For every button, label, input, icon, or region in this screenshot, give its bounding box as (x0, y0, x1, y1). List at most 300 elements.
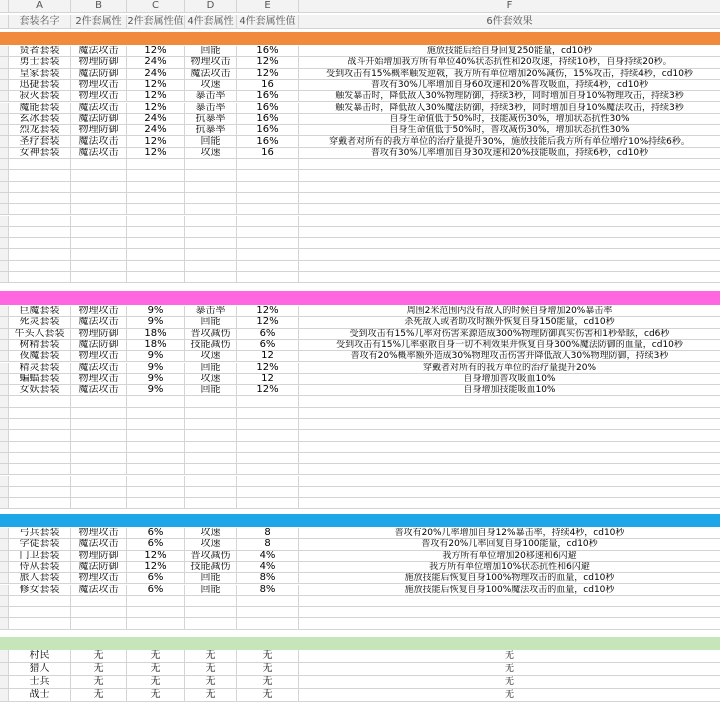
cell[interactable]: 暴击率 (185, 91, 237, 102)
row-header-cell[interactable] (0, 69, 9, 80)
cell[interactable]: 12% (237, 317, 299, 328)
row-header-cell[interactable] (0, 430, 9, 441)
cell[interactable] (71, 216, 127, 227)
cell[interactable]: 回能 (185, 585, 237, 596)
row-header-cell[interactable] (0, 408, 9, 419)
cell[interactable] (299, 430, 720, 441)
cell[interactable]: 烈龙套装 (9, 125, 71, 136)
row-header-cell[interactable] (0, 676, 9, 689)
cell[interactable] (299, 618, 720, 629)
cell[interactable]: 皇家套装 (9, 69, 71, 80)
cell[interactable] (9, 607, 71, 618)
cell[interactable] (9, 442, 71, 453)
cell[interactable]: 16% (237, 136, 299, 147)
row-header-cell[interactable] (0, 453, 9, 464)
row-header-cell[interactable] (0, 487, 9, 498)
row-header-cell[interactable] (0, 91, 9, 102)
cell[interactable] (185, 193, 237, 204)
cell[interactable] (299, 396, 720, 407)
cell[interactable] (185, 476, 237, 487)
cell[interactable]: 无 (71, 663, 127, 676)
cell[interactable]: 无 (299, 663, 720, 676)
cell[interactable] (185, 618, 237, 629)
row-header-cell[interactable] (0, 618, 9, 629)
cell[interactable]: 16% (237, 114, 299, 125)
cell[interactable]: 巨魔套装 (9, 306, 71, 317)
cell[interactable] (185, 396, 237, 407)
cell[interactable]: 无 (237, 676, 299, 689)
cell[interactable] (237, 238, 299, 249)
cell[interactable] (185, 596, 237, 607)
cell[interactable] (299, 476, 720, 487)
cell[interactable] (127, 249, 185, 260)
cell[interactable] (299, 261, 720, 272)
cell[interactable]: 杀死敌人或者助攻时额外恢复自身150能量，cd10秒 (299, 317, 720, 328)
cell[interactable]: 施放技能后恢复自身100%魔法攻击的血量，cd10秒 (299, 585, 720, 596)
cell[interactable]: 魔法防御 (71, 562, 127, 573)
cell[interactable] (71, 453, 127, 464)
cell[interactable] (185, 607, 237, 618)
cell[interactable]: 12% (127, 103, 185, 114)
cell[interactable] (71, 227, 127, 238)
row-header-cell[interactable] (0, 148, 9, 159)
row-header-cell[interactable] (0, 374, 9, 385)
cell[interactable]: 12% (237, 363, 299, 374)
cell[interactable] (71, 419, 127, 430)
cell[interactable]: 魔法攻击 (71, 585, 127, 596)
cell[interactable] (71, 193, 127, 204)
cell[interactable] (127, 596, 185, 607)
cell[interactable]: 12% (127, 46, 185, 57)
cell[interactable]: 攻速 (185, 528, 237, 539)
cell[interactable]: 8% (237, 573, 299, 584)
row-header-cell[interactable] (0, 663, 9, 676)
cell[interactable]: 8 (237, 539, 299, 550)
cell[interactable] (185, 261, 237, 272)
cell[interactable] (127, 442, 185, 453)
cell[interactable] (9, 193, 71, 204)
row-header-cell[interactable] (0, 159, 9, 170)
cell[interactable]: 物理攻击 (71, 528, 127, 539)
cell[interactable]: 树精套装 (9, 340, 71, 351)
cell[interactable] (237, 216, 299, 227)
cell[interactable] (9, 476, 71, 487)
cell[interactable] (237, 159, 299, 170)
cell[interactable]: 9% (127, 306, 185, 317)
cell[interactable]: 回能 (185, 385, 237, 396)
cell[interactable] (237, 498, 299, 509)
cell[interactable] (237, 607, 299, 618)
row-header-cell[interactable] (0, 419, 9, 430)
cell[interactable] (127, 238, 185, 249)
cell[interactable] (237, 618, 299, 629)
cell[interactable] (185, 249, 237, 260)
cell[interactable] (185, 182, 237, 193)
cell[interactable]: 施放技能后恢复自身100%物理攻击的血量，cd10秒 (299, 573, 720, 584)
cell[interactable]: 无 (237, 663, 299, 676)
cell[interactable] (237, 170, 299, 181)
row-header-cell[interactable] (0, 607, 9, 618)
cell[interactable]: 无 (237, 650, 299, 663)
cell[interactable]: 12% (127, 562, 185, 573)
row-header-cell[interactable] (0, 385, 9, 396)
cell[interactable] (9, 396, 71, 407)
cell[interactable]: 12% (237, 69, 299, 80)
cell[interactable]: 18% (127, 340, 185, 351)
cell[interactable]: 触发暴击时，降低敌人30%物理防御，持续3秒，同时增加自身10%物理攻击，持续3秒 (299, 91, 720, 102)
cell[interactable] (299, 408, 720, 419)
cell[interactable] (185, 442, 237, 453)
cell[interactable]: 魔法防御 (71, 114, 127, 125)
cell[interactable]: 24% (127, 69, 185, 80)
cell[interactable] (185, 453, 237, 464)
cell[interactable]: 回能 (185, 46, 237, 57)
cell[interactable] (299, 596, 720, 607)
cell[interactable]: 16 (237, 148, 299, 159)
cell[interactable]: 精灵套装 (9, 363, 71, 374)
cell[interactable] (71, 607, 127, 618)
cell[interactable] (9, 216, 71, 227)
column-header-cell[interactable]: 套装名字 (9, 15, 71, 29)
cell[interactable] (127, 498, 185, 509)
cell[interactable] (127, 408, 185, 419)
cell[interactable]: 物理攻击 (71, 306, 127, 317)
cell[interactable]: 圣疗套装 (9, 136, 71, 147)
column-letter[interactable]: E (237, 0, 299, 13)
cell[interactable] (9, 227, 71, 238)
row-header-cell[interactable] (0, 193, 9, 204)
cell[interactable] (185, 238, 237, 249)
cell[interactable]: 魔能套装 (9, 103, 71, 114)
row-header-cell[interactable] (0, 136, 9, 147)
cell[interactable] (185, 419, 237, 430)
cell[interactable] (299, 216, 720, 227)
cell[interactable]: 12% (127, 80, 185, 91)
cell[interactable]: 女神套装 (9, 148, 71, 159)
cell[interactable] (237, 453, 299, 464)
cell[interactable]: 6% (237, 329, 299, 340)
cell[interactable]: 4% (237, 562, 299, 573)
cell[interactable] (185, 487, 237, 498)
cell[interactable]: 4% (237, 551, 299, 562)
cell[interactable] (299, 272, 720, 283)
cell[interactable]: 女妖套装 (9, 385, 71, 396)
cell[interactable]: 门卫套装 (9, 551, 71, 562)
cell[interactable] (9, 272, 71, 283)
cell[interactable] (127, 476, 185, 487)
cell[interactable] (127, 607, 185, 618)
cell[interactable] (237, 442, 299, 453)
cell[interactable] (237, 408, 299, 419)
row-header-cell[interactable] (0, 476, 9, 487)
cell[interactable]: 旅人套装 (9, 573, 71, 584)
cell[interactable] (71, 596, 127, 607)
row-header-cell[interactable] (0, 573, 9, 584)
cell[interactable] (299, 182, 720, 193)
cell[interactable]: 攻速 (185, 351, 237, 362)
cell[interactable]: 无 (185, 650, 237, 663)
cell[interactable] (237, 204, 299, 215)
cell[interactable]: 12 (237, 351, 299, 362)
cell[interactable]: 魔法攻击 (71, 317, 127, 328)
cell[interactable] (9, 170, 71, 181)
cell[interactable] (185, 272, 237, 283)
cell[interactable]: 无 (71, 676, 127, 689)
row-header-cell[interactable] (0, 227, 9, 238)
cell[interactable]: 无 (237, 689, 299, 702)
cell[interactable]: 侍从套装 (9, 562, 71, 573)
cell[interactable]: 无 (127, 689, 185, 702)
cell[interactable]: 受到攻击有15%几率驱散自身一切不利效果并恢复自身300%魔法防御的血量，cd10秒 (299, 340, 720, 351)
row-header-cell[interactable] (0, 551, 9, 562)
cell[interactable]: 9% (127, 351, 185, 362)
cell[interactable]: 9% (127, 385, 185, 396)
cell[interactable]: 我方所有单位增加10%状态抗性和6闪避 (299, 562, 720, 573)
row-header-cell[interactable] (0, 650, 9, 663)
row-header-cell[interactable] (0, 125, 9, 136)
cell[interactable]: 修女套装 (9, 585, 71, 596)
cell[interactable] (237, 227, 299, 238)
column-header-cell[interactable]: 6件套效果 (299, 15, 720, 29)
row-header-cell[interactable] (0, 498, 9, 509)
cell[interactable]: 攻速 (185, 148, 237, 159)
cell[interactable] (9, 408, 71, 419)
row-header-cell[interactable] (0, 15, 9, 29)
cell[interactable]: 12% (237, 57, 299, 68)
cell[interactable]: 蝙蝠套装 (9, 374, 71, 385)
cell[interactable]: 12% (127, 136, 185, 147)
cell[interactable]: 无 (299, 676, 720, 689)
cell[interactable]: 6% (127, 528, 185, 539)
cell[interactable] (9, 487, 71, 498)
cell[interactable] (299, 170, 720, 181)
row-header-cell[interactable] (0, 249, 9, 260)
cell[interactable]: 24% (127, 57, 185, 68)
row-header-cell[interactable] (0, 528, 9, 539)
cell[interactable]: 迅捷套装 (9, 80, 71, 91)
row-header-cell[interactable] (0, 216, 9, 227)
cell[interactable]: 18% (127, 329, 185, 340)
cell[interactable]: 无 (71, 650, 127, 663)
cell[interactable] (127, 216, 185, 227)
cell[interactable] (71, 464, 127, 475)
cell[interactable]: 我方所有单位增加20移速和6闪避 (299, 551, 720, 562)
cell[interactable] (237, 430, 299, 441)
cell[interactable]: 回能 (185, 136, 237, 147)
cell[interactable] (9, 596, 71, 607)
cell[interactable] (299, 498, 720, 509)
column-letter[interactable]: F (299, 0, 720, 13)
cell[interactable]: 无 (127, 676, 185, 689)
cell[interactable] (71, 204, 127, 215)
row-header-cell[interactable] (0, 80, 9, 91)
cell[interactable] (127, 419, 185, 430)
cell[interactable] (9, 453, 71, 464)
cell[interactable]: 普攻减伤 (185, 551, 237, 562)
row-header-cell[interactable] (0, 114, 9, 125)
row-header-cell[interactable] (0, 340, 9, 351)
cell[interactable]: 死灵套装 (9, 317, 71, 328)
cell[interactable] (185, 227, 237, 238)
cell[interactable] (185, 464, 237, 475)
cell[interactable]: 魔法攻击 (71, 385, 127, 396)
row-header-cell[interactable] (0, 204, 9, 215)
cell[interactable]: 魔法防御 (71, 69, 127, 80)
cell[interactable]: 魔法攻击 (185, 69, 237, 80)
row-header-cell[interactable] (0, 396, 9, 407)
cell[interactable]: 物理攻击 (71, 573, 127, 584)
cell[interactable] (127, 464, 185, 475)
cell[interactable]: 施放技能后给自身回复250能量，cd10秒 (299, 46, 720, 57)
cell[interactable]: 16% (237, 46, 299, 57)
cell[interactable]: 抗暴率 (185, 125, 237, 136)
cell[interactable] (71, 159, 127, 170)
row-header-cell[interactable] (0, 464, 9, 475)
cell[interactable] (9, 159, 71, 170)
cell[interactable]: 物理攻击 (71, 351, 127, 362)
cell[interactable]: 24% (127, 114, 185, 125)
cell[interactable] (185, 216, 237, 227)
column-letter[interactable]: C (127, 0, 185, 13)
cell[interactable] (71, 430, 127, 441)
cell[interactable]: 8% (237, 585, 299, 596)
cell[interactable]: 普攻有30%几率增加自身60攻速和20%普攻吸血，持续4秒，cd10秒 (299, 80, 720, 91)
cell[interactable]: 回能 (185, 317, 237, 328)
row-header-cell[interactable] (0, 238, 9, 249)
cell[interactable] (299, 193, 720, 204)
cell[interactable] (237, 419, 299, 430)
cell[interactable]: 攻速 (185, 80, 237, 91)
cell[interactable]: 普攻有20%概率额外造成30%物理攻击伤害并降低敌人30%物理防御，持续3秒 (299, 351, 720, 362)
cell[interactable]: 战士 (9, 689, 71, 702)
cell[interactable]: 士兵 (9, 676, 71, 689)
cell[interactable]: 自身增加技能吸血10% (299, 385, 720, 396)
cell[interactable] (299, 487, 720, 498)
cell[interactable]: 魔法攻击 (71, 539, 127, 550)
cell[interactable]: 16 (237, 80, 299, 91)
cell[interactable]: 无 (299, 689, 720, 702)
cell[interactable]: 物理攻击 (185, 57, 237, 68)
cell[interactable]: 无 (185, 689, 237, 702)
cell[interactable]: 自身生命值低于50%时，普攻减伤30%，增加状态抗性30% (299, 125, 720, 136)
cell[interactable]: 无 (185, 676, 237, 689)
cell[interactable]: 自身增加普攻吸血10% (299, 374, 720, 385)
row-header-cell[interactable] (0, 272, 9, 283)
cell[interactable] (237, 261, 299, 272)
cell[interactable] (237, 596, 299, 607)
cell[interactable] (237, 464, 299, 475)
cell[interactable]: 普攻减伤 (185, 329, 237, 340)
cell[interactable] (185, 170, 237, 181)
cell[interactable]: 16% (237, 103, 299, 114)
cell[interactable] (71, 261, 127, 272)
cell[interactable]: 物理防御 (71, 125, 127, 136)
cell[interactable] (299, 442, 720, 453)
cell[interactable]: 魔法攻击 (71, 136, 127, 147)
cell[interactable] (71, 396, 127, 407)
cell[interactable]: 物理防御 (71, 551, 127, 562)
row-header-cell[interactable] (0, 442, 9, 453)
cell[interactable]: 回能 (185, 573, 237, 584)
cell[interactable]: 6% (127, 585, 185, 596)
cell[interactable]: 16% (237, 125, 299, 136)
cell[interactable] (71, 476, 127, 487)
cell[interactable]: 12% (237, 385, 299, 396)
cell[interactable] (71, 442, 127, 453)
row-header-cell[interactable] (0, 562, 9, 573)
cell[interactable]: 魔法攻击 (71, 148, 127, 159)
cell[interactable]: 穿戴者对所有的我方单位的治疗量提升20% (299, 363, 720, 374)
cell[interactable]: 玄冰套装 (9, 114, 71, 125)
cell[interactable] (127, 618, 185, 629)
cell[interactable] (71, 408, 127, 419)
cell[interactable] (9, 464, 71, 475)
cell[interactable]: 12 (237, 374, 299, 385)
cell[interactable]: 抗暴率 (185, 114, 237, 125)
cell[interactable] (299, 419, 720, 430)
row-header-cell[interactable] (0, 306, 9, 317)
cell[interactable] (127, 159, 185, 170)
cell[interactable] (299, 204, 720, 215)
cell[interactable]: 普攻有20%几率增加自身12%暴击率，持续4秒，cd10秒 (299, 528, 720, 539)
cell[interactable]: 勇士套装 (9, 57, 71, 68)
cell[interactable] (9, 419, 71, 430)
cell[interactable] (237, 272, 299, 283)
cell[interactable]: 6% (237, 340, 299, 351)
row-header-cell[interactable] (0, 170, 9, 181)
row-header-cell[interactable] (0, 261, 9, 272)
cell[interactable] (9, 249, 71, 260)
cell[interactable] (299, 238, 720, 249)
cell[interactable]: 物理攻击 (71, 80, 127, 91)
row-header-cell[interactable] (0, 689, 9, 702)
cell[interactable] (237, 193, 299, 204)
cell[interactable]: 魔法攻击 (71, 363, 127, 374)
cell[interactable]: 9% (127, 363, 185, 374)
cell[interactable] (185, 159, 237, 170)
cell[interactable] (185, 498, 237, 509)
cell[interactable] (237, 396, 299, 407)
cell[interactable]: 无 (299, 650, 720, 663)
cell[interactable]: 无 (71, 689, 127, 702)
cell[interactable] (9, 182, 71, 193)
cell[interactable] (185, 430, 237, 441)
cell[interactable] (299, 607, 720, 618)
cell[interactable]: 12% (237, 306, 299, 317)
cell[interactable]: 战斗开始增加我方所有单位40%状态抗性和20攻速，持续10秒，自身持续20秒。 (299, 57, 720, 68)
select-all-corner[interactable] (0, 0, 9, 13)
cell[interactable]: 学徒套装 (9, 539, 71, 550)
row-header-cell[interactable] (0, 363, 9, 374)
cell[interactable] (237, 476, 299, 487)
cell[interactable] (71, 487, 127, 498)
cell[interactable]: 无 (185, 663, 237, 676)
cell[interactable]: 12% (127, 551, 185, 562)
cell[interactable] (127, 261, 185, 272)
cell[interactable]: 暴击率 (185, 103, 237, 114)
cell[interactable]: 技能减伤 (185, 340, 237, 351)
cell[interactable]: 无 (127, 663, 185, 676)
cell[interactable]: 12% (127, 148, 185, 159)
cell[interactable]: 物理攻击 (71, 91, 127, 102)
cell[interactable] (9, 238, 71, 249)
cell[interactable]: 12% (127, 91, 185, 102)
cell[interactable]: 物理防御 (71, 57, 127, 68)
cell[interactable]: 受到攻击有15%几率对伤害来源造成300%物理防御真实伤害和1秒晕眩，cd6秒 (299, 329, 720, 340)
cell[interactable] (71, 272, 127, 283)
cell[interactable]: 村民 (9, 650, 71, 663)
row-header-cell[interactable] (0, 585, 9, 596)
